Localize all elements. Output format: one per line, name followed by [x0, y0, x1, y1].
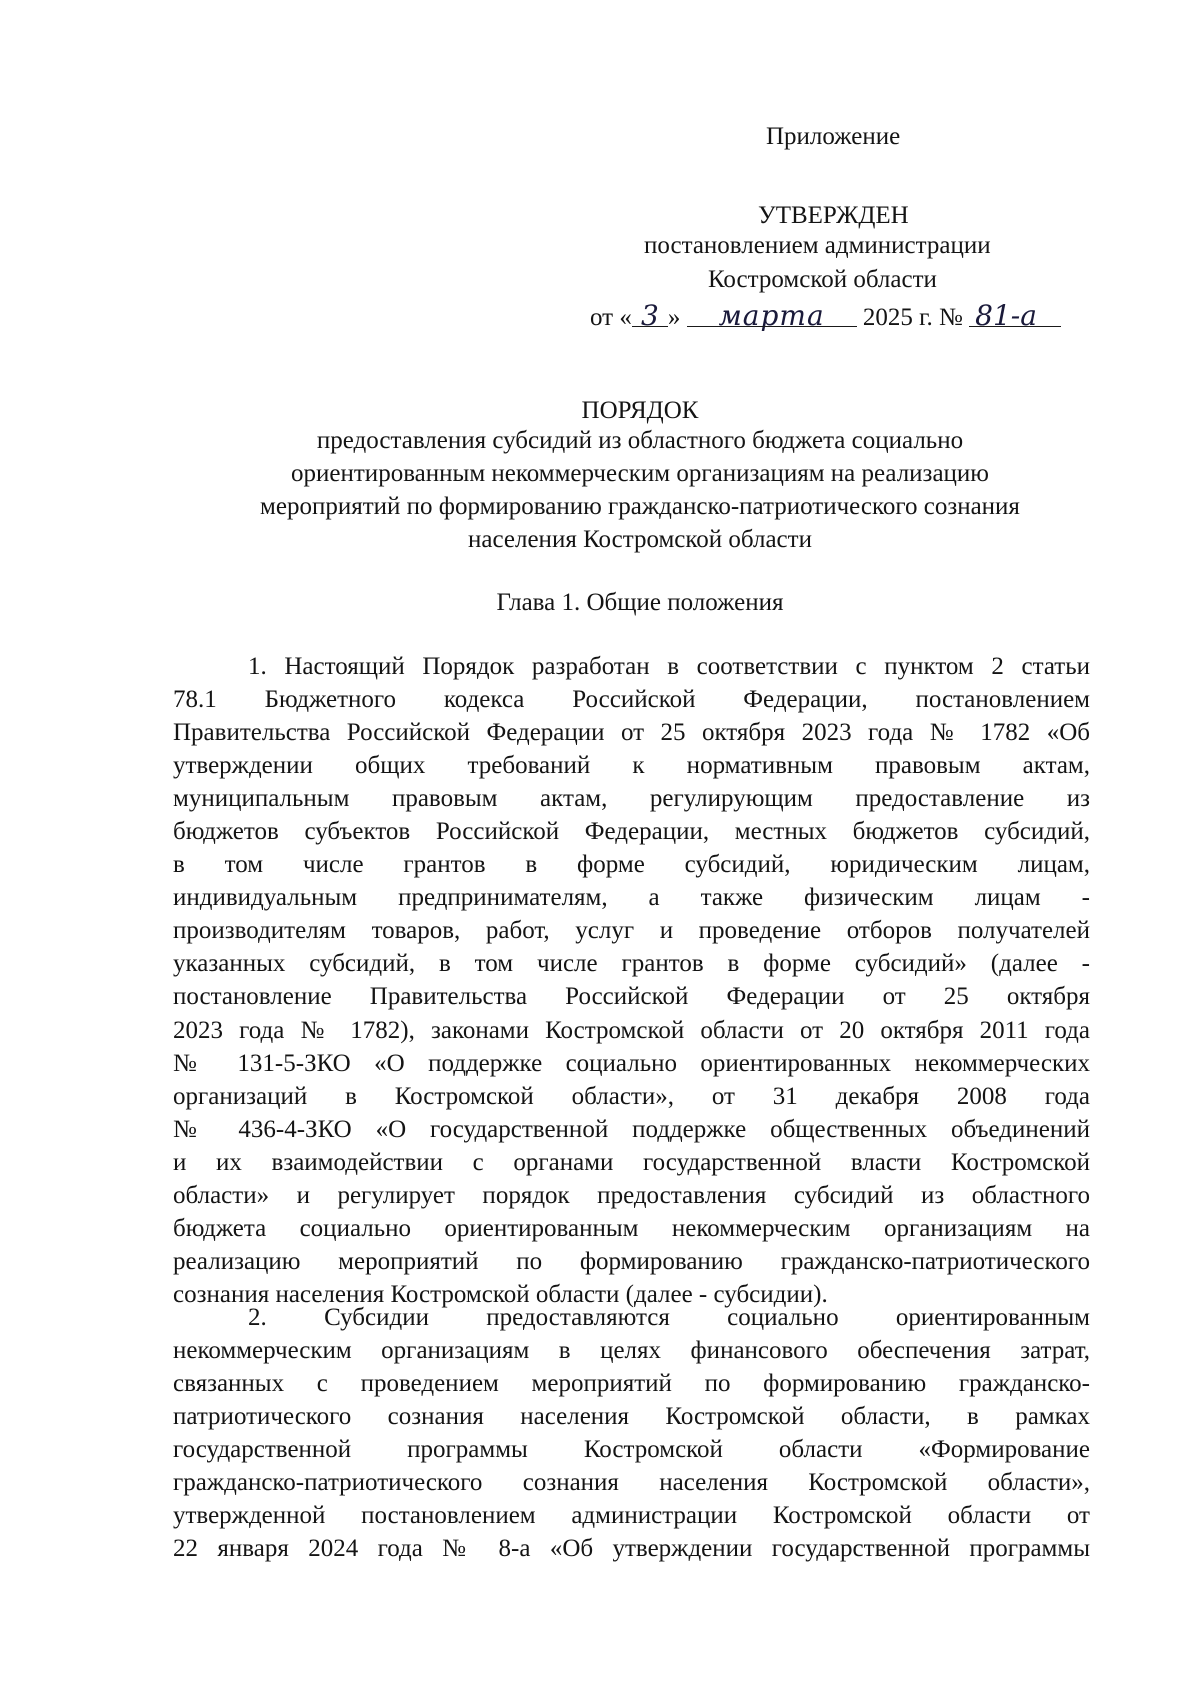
date-prefix: от «	[590, 304, 632, 331]
paragraph-line: гражданско-патриотического сознания населения Костромской области»,	[173, 1469, 1090, 1497]
subtitle-line: населения Костромской области	[468, 526, 812, 553]
paragraph-line: бюджетов субъектов Российской Федерации, местных бюджетов субсидий,	[173, 818, 1090, 846]
paragraph-line: № 131-5-ЗКО «О поддержке социально ориентированных некоммерческих	[173, 1049, 1090, 1077]
paragraph-line: связанных с проведением мероприятий по формированию гражданско-	[173, 1370, 1090, 1398]
chapter-heading: Глава 1. Общие положения	[496, 589, 784, 616]
date-year: 2025 г. №	[862, 304, 963, 331]
document-subtitle	[150, 424, 1130, 556]
handwritten-day: 3	[632, 300, 668, 332]
paragraph-line: индивидуальным предпринимателям, а также физическим лицам -	[173, 884, 1090, 912]
paragraph-line: № 436-4-ЗКО «О государственной поддержке общественных объединений	[173, 1115, 1090, 1143]
approved-label: УТВЕРЖДЕН	[758, 202, 909, 229]
region-label: Костромской области	[708, 266, 937, 293]
paragraph-line: бюджета социально ориентированным некоммерческим организациям на	[173, 1214, 1090, 1242]
approval-date-line	[590, 300, 1061, 334]
paragraph-line: 1. Настоящий Порядок разработан в соответствии с пунктом 2 статьи	[248, 653, 1090, 680]
paragraph-line: и их взаимодействии с органами государственной власти Костромской	[173, 1148, 1090, 1176]
paragraph-line: указанных субсидий, в том числе грантов в форме субсидий» (далее -	[173, 950, 1090, 978]
handwritten-doc-number: 81-а	[969, 300, 1061, 332]
paragraph-line: 22 января 2024 года № 8-а «Об утверждении государственной программы	[173, 1535, 1090, 1563]
paragraph-2	[173, 1301, 1090, 1565]
document-title: ПОРЯДОК	[581, 397, 699, 424]
paragraph-line: сознания населения Костромской области (далее - субсидии).	[173, 1280, 828, 1308]
subtitle-line: ориентированным некоммерческим организациям на реализацию	[291, 460, 989, 487]
appendix-label: Приложение	[766, 123, 901, 150]
paragraph-line: 78.1 Бюджетного кодекса Российской Федерации, постановлением	[173, 686, 1090, 714]
paragraph-line: утвержденной постановлением администрации Костромской области от	[173, 1502, 1090, 1530]
paragraph-line: области» и регулирует порядок предоставления субсидий из областного	[173, 1181, 1090, 1209]
paragraph-line: утверждении общих требований к нормативным правовым актам,	[173, 752, 1090, 780]
paragraph-line: муниципальным правовым актам, регулирующим предоставление из	[173, 785, 1090, 813]
subtitle-line: предоставления субсидий из областного бюджета социально	[316, 427, 964, 454]
handwritten-month: марта	[687, 300, 857, 332]
paragraph-line: государственной программы Костромской области «Формирование	[173, 1436, 1090, 1464]
paragraph-line: организаций в Костромской области», от 31 декабря 2008 года	[173, 1082, 1090, 1110]
paragraph-line: некоммерческим организациям в целях финансового обеспечения затрат,	[173, 1337, 1090, 1365]
paragraph-line: Правительства Российской Федерации от 25 октября 2023 года № 1782 «Об	[173, 719, 1090, 747]
paragraph-line: 2. Субсидии предоставляются социально ориентированным	[248, 1304, 1090, 1331]
paragraph-line: 2023 года № 1782), законами Костромской области от 20 октября 2011 года	[173, 1016, 1090, 1044]
paragraph-line: постановление Правительства Российской Федерации от 25 октября	[173, 983, 1090, 1011]
paragraph-line: патриотического сознания населения Костромской области, в рамках	[173, 1403, 1090, 1431]
paragraph-line: производителям товаров, работ, услуг и проведение отборов получателей	[173, 917, 1090, 945]
date-mid: »	[667, 304, 681, 331]
approved-by-label: постановлением администрации	[644, 232, 991, 259]
subtitle-line: мероприятий по формированию гражданско-патриотического сознания	[260, 493, 1020, 520]
paragraph-line: реализацию мероприятий по формированию гражданско-патриотического	[173, 1247, 1090, 1275]
paragraph-1	[173, 650, 1090, 1311]
paragraph-line: в том числе грантов в форме субсидий, юридическим лицам,	[173, 851, 1090, 879]
